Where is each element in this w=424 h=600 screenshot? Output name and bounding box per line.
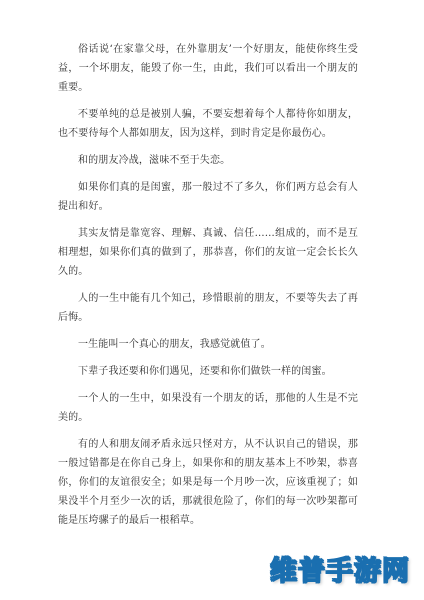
paragraph-10: 有的人和朋友闹矛盾永远只怪对方，从不认识自己的错误，那一般过错都是在你自己身上，如果你和的朋友基本上不吵架，恭喜你，你们的友谊很安全；如果是每一个月吵一次，应该重视了；如果没半个月至少一次的话，那就很危险了，你们的每一次吵架都可能是压垮骡子的最后一根稻草。	[58, 439, 358, 526]
document-body	[58, 40, 358, 538]
site-watermark	[270, 549, 410, 588]
paragraph-3: 和的朋友冷战，滋味不至于失恋。	[78, 155, 231, 166]
paragraph-9: 一个人的一生中，如果没有一个朋友的话，那他的人生是不完美的。	[58, 393, 358, 423]
paragraph-7: 一生能叫一个真心的朋友，我感觉就值了。	[78, 339, 271, 350]
paragraph-8: 下辈子我还要和你们遇见，还要和你们做铁一样的闺蜜。	[78, 366, 332, 377]
paragraph-4: 如果你们真的是闺蜜，那一般过不了多久，你们两方总会有人提出和好。	[58, 182, 358, 212]
paragraph-2: 不要单纯的总是被别人骗，不要妄想着每个人都待你如朋友，也不要待每个人都如朋友，因为这样，到时肯定是你最伤心。	[58, 109, 358, 139]
paragraph-1: 俗话说‘在家靠父母，在外靠朋友’一个好朋友，能使你终生受益，一个坏朋友，能毁了你一生，由此，我们可以看出一个朋友的重要。	[58, 44, 358, 93]
paragraph-5: 其实友情是靠宽容、理解、真诚、信任……组成的，而不是互相理想，如果你们真的做到了，那恭喜，你们的友谊一定会长长久久的。	[58, 228, 358, 277]
paragraph-6: 人的一生中能有几个知己，珍惜眼前的朋友，不要等失去了再后悔。	[58, 293, 358, 323]
watermark-text: 维普手游网	[270, 556, 410, 587]
